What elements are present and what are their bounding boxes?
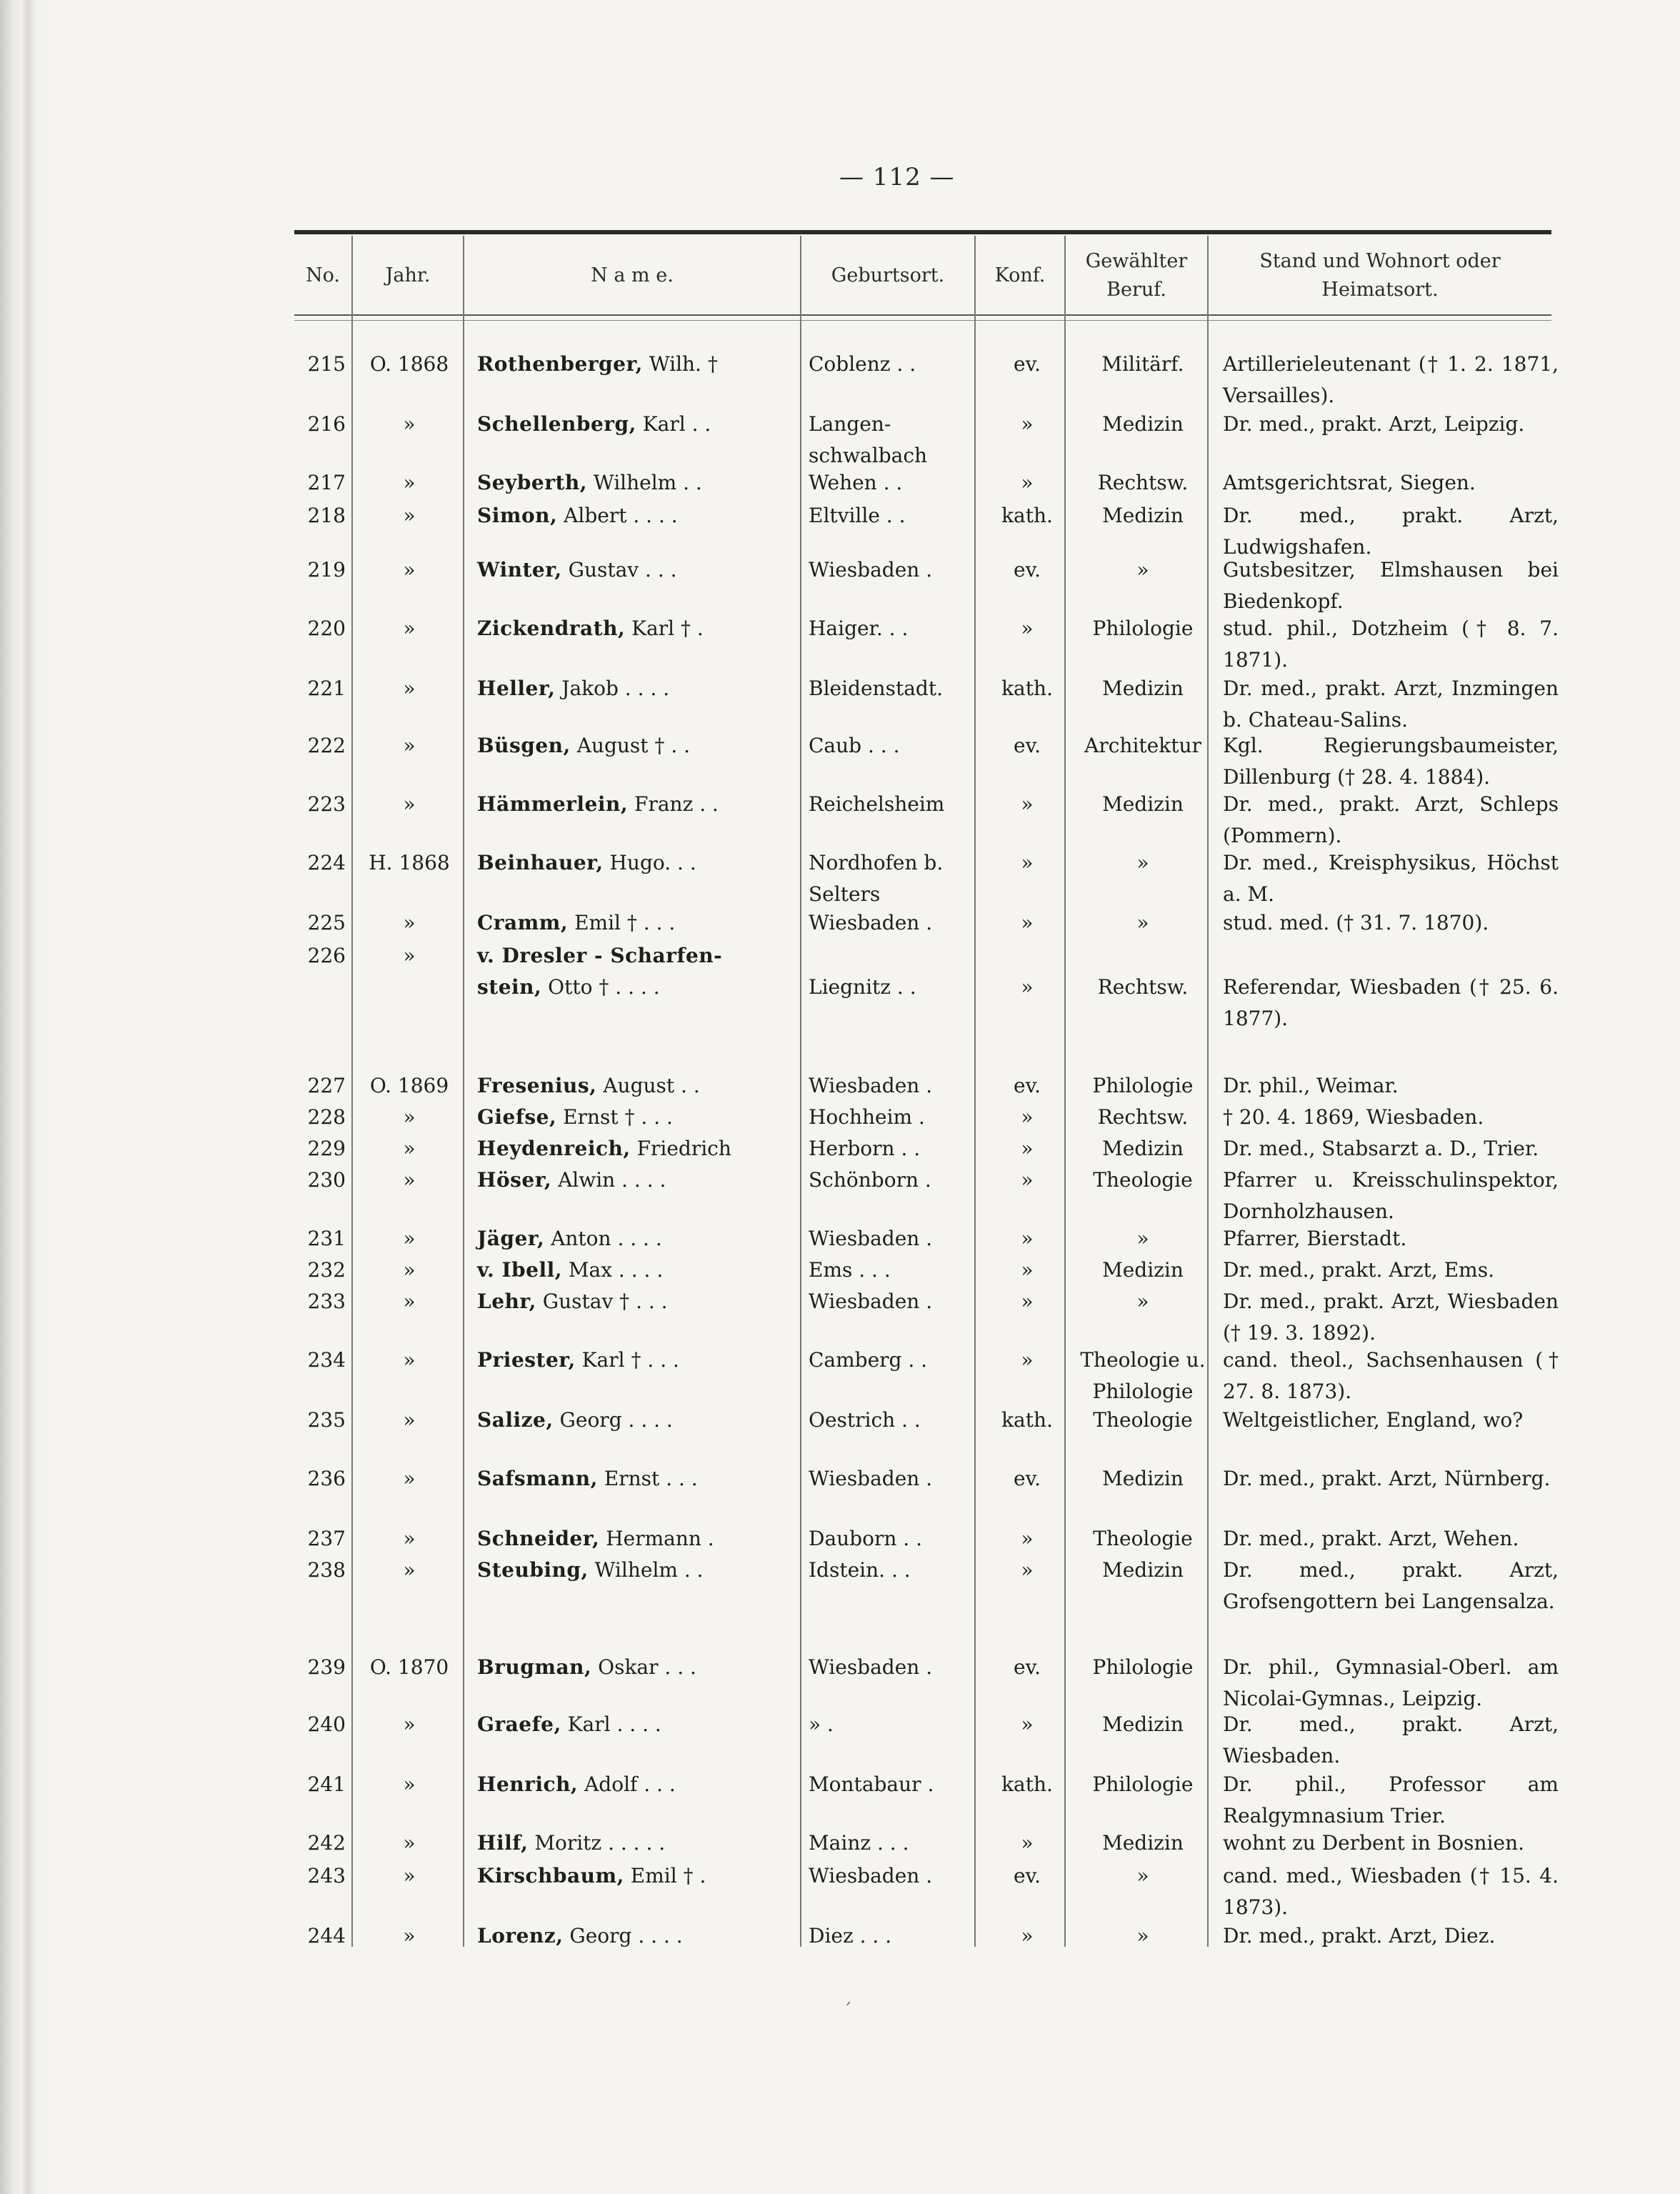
- row-residence: Dr. phil., Gymnasial-Oberl. am Nicolai-Gymnas., Leipzig.: [1223, 1655, 1559, 1710]
- row-birthplace: Camberg . .: [809, 1348, 928, 1372]
- row-year: »: [403, 1467, 416, 1490]
- row-given-name: August . .: [603, 1074, 700, 1097]
- row-birthplace: Wiesbaden .: [809, 1655, 933, 1679]
- row-number: 218: [307, 504, 346, 527]
- row-year: »: [403, 412, 416, 436]
- row-confession: »: [1021, 851, 1034, 874]
- row-year: »: [403, 734, 416, 757]
- row-profession: Theologie: [1093, 1408, 1193, 1432]
- header-rule-thin: [294, 320, 1551, 321]
- row-profession: Theologie u. Philologie: [1080, 1348, 1206, 1403]
- row-year: »: [403, 1168, 416, 1192]
- row-year: »: [403, 1290, 416, 1313]
- column-divider: [463, 236, 464, 1947]
- row-residence: Dr. med., prakt. Arzt, Leipzig.: [1223, 412, 1525, 436]
- row-given-name: Friedrich: [636, 1137, 731, 1160]
- row-year: »: [403, 1712, 416, 1736]
- row-given-name: Georg . . . .: [569, 1924, 683, 1948]
- row-surname: Graefe,: [477, 1712, 561, 1736]
- row-given-name: Hermann .: [606, 1527, 714, 1550]
- row-name: [477, 1920, 763, 1952]
- row-profession: Medizin: [1102, 677, 1184, 700]
- row-year: »: [403, 911, 416, 934]
- row-surname: Zickendrath,: [477, 617, 626, 640]
- row-residence: cand. med., Wiesbaden († 15. 4. 1873).: [1223, 1864, 1559, 1919]
- row-residence: Dr. med., prakt. Arzt, Ludwigshafen.: [1223, 504, 1559, 559]
- row-surname: Giefse,: [477, 1105, 557, 1129]
- row-birthplace: Schönborn .: [809, 1168, 931, 1192]
- row-name: [477, 613, 763, 644]
- row-profession: »: [1136, 1924, 1149, 1948]
- row-number: 215: [307, 352, 346, 376]
- row-year: »: [403, 1527, 416, 1550]
- row-residence: stud. med. († 31. 7. 1870).: [1223, 911, 1489, 934]
- row-birthplace: Eltville . .: [809, 504, 906, 527]
- row-birthplace: Haiger. . .: [809, 617, 909, 640]
- row-profession: Theologie: [1093, 1168, 1193, 1192]
- row-profession: Philologie: [1092, 1074, 1194, 1097]
- row-year: »: [403, 1348, 416, 1372]
- row-birthplace: Coblenz . .: [809, 352, 916, 376]
- row-year: »: [403, 1227, 416, 1250]
- row-year: »: [403, 792, 416, 816]
- row-given-name: Hugo. . .: [609, 851, 696, 874]
- row-residence: Dr. med., Kreisphysikus, Höchst a. M.: [1223, 851, 1559, 906]
- row-residence: wohnt zu Derbent in Bosnien.: [1223, 1831, 1524, 1855]
- stray-mark: ´: [843, 2000, 852, 2022]
- row-confession: ev.: [1014, 352, 1041, 376]
- row-profession: »: [1136, 1227, 1149, 1250]
- row-profession: »: [1136, 911, 1149, 934]
- row-profession: Rechtsw.: [1097, 1105, 1189, 1129]
- row-year: H. 1868: [369, 851, 450, 874]
- row-name: [477, 940, 777, 1003]
- row-given-name: Gustav † . . .: [542, 1290, 668, 1313]
- row-number: 225: [307, 911, 346, 934]
- row-confession: »: [1021, 1168, 1034, 1192]
- row-name: [477, 1523, 763, 1555]
- row-birthplace: Oestrich . .: [809, 1408, 921, 1432]
- row-confession: »: [1021, 1831, 1034, 1855]
- row-birthplace: Langen-schwalbach: [809, 412, 928, 467]
- row-year: O. 1870: [369, 1655, 449, 1679]
- row-given-name: Wilh. †: [649, 352, 718, 376]
- row-surname: Höser,: [477, 1168, 552, 1192]
- row-surname: Lorenz,: [477, 1924, 564, 1948]
- row-surname: Lehr,: [477, 1290, 536, 1313]
- column-divider: [800, 236, 801, 1947]
- row-year: »: [403, 1772, 416, 1796]
- row-residence: Dr. med., prakt. Arzt, Ems.: [1223, 1258, 1494, 1282]
- row-confession: »: [1021, 1348, 1034, 1372]
- row-confession: »: [1021, 975, 1034, 999]
- row-profession: Rechtsw.: [1097, 471, 1189, 494]
- row-confession: ev.: [1014, 734, 1041, 757]
- row-name: [477, 1860, 763, 1892]
- row-confession: »: [1021, 911, 1034, 934]
- row-birthplace: Wiesbaden .: [809, 1864, 933, 1888]
- row-name: [477, 1102, 763, 1133]
- row-given-name: Emil † .: [630, 1864, 706, 1888]
- row-surname: Beinhauer,: [477, 851, 604, 874]
- row-profession: Philologie: [1092, 1655, 1194, 1679]
- row-profession: Rechtsw.: [1097, 975, 1189, 999]
- row-given-name: Max . . . .: [568, 1258, 664, 1282]
- column-divider: [351, 236, 353, 1947]
- row-number: 236: [307, 1467, 346, 1490]
- row-birthplace: Hochheim .: [809, 1105, 925, 1129]
- row-number: 217: [307, 471, 346, 494]
- row-residence: Kgl. Regierungsbaumeister, Dillenburg († 28. 4. 1884).: [1223, 734, 1559, 789]
- row-birthplace: Diez . . .: [809, 1924, 892, 1948]
- table-top-rule: [294, 230, 1551, 234]
- row-birthplace: Wiesbaden .: [809, 1074, 933, 1097]
- row-profession: Theologie: [1093, 1527, 1193, 1550]
- row-residence: † 20. 4. 1869, Wiesbaden.: [1223, 1105, 1484, 1129]
- row-confession: »: [1021, 1290, 1034, 1313]
- row-confession: »: [1021, 412, 1034, 436]
- row-profession: Medizin: [1102, 1258, 1184, 1282]
- row-profession: Medizin: [1102, 504, 1184, 527]
- row-given-name: Jakob . . . .: [561, 677, 670, 700]
- row-given-name: August † . .: [576, 734, 691, 757]
- row-surname: Heydenreich,: [477, 1137, 631, 1160]
- row-number: 226: [307, 944, 346, 967]
- row-profession: Medizin: [1102, 412, 1184, 436]
- row-name: [477, 1345, 763, 1376]
- row-name: [477, 789, 763, 820]
- row-year: »: [403, 1864, 416, 1888]
- row-surname: v. Ibell,: [477, 1258, 562, 1282]
- row-year: »: [403, 944, 416, 967]
- row-confession: kath.: [1001, 1772, 1053, 1796]
- row-confession: »: [1021, 792, 1034, 816]
- row-year: »: [403, 617, 416, 640]
- row-surname: Safsmann,: [477, 1467, 598, 1490]
- row-profession: Medizin: [1102, 1831, 1184, 1855]
- row-given-name: Oskar . . .: [598, 1655, 696, 1679]
- column-divider: [1207, 236, 1209, 1947]
- row-residence: Pfarrer u. Kreisschulinspektor, Dornholzhausen.: [1223, 1168, 1559, 1223]
- row-number: 223: [307, 792, 346, 816]
- row-surname: Winter,: [477, 558, 562, 582]
- row-given-name: Karl . . . .: [567, 1712, 661, 1736]
- row-residence: Weltgeistlicher, England, wo?: [1223, 1408, 1524, 1432]
- row-profession: Medizin: [1102, 1467, 1184, 1490]
- row-birthplace: Wiesbaden .: [809, 558, 933, 582]
- row-confession: ev.: [1014, 1655, 1041, 1679]
- row-birthplace: Reichelsheim: [809, 792, 945, 816]
- row-number: 227: [307, 1074, 346, 1097]
- row-number: 241: [307, 1772, 346, 1796]
- row-number: 229: [307, 1137, 346, 1160]
- row-profession: »: [1136, 558, 1149, 582]
- row-name: [477, 467, 763, 499]
- row-residence: Dr. med., prakt. Arzt, Diez.: [1223, 1924, 1496, 1948]
- row-profession: Philologie: [1092, 617, 1194, 640]
- row-given-name: Georg . . . .: [559, 1408, 673, 1432]
- row-confession: kath.: [1001, 677, 1053, 700]
- row-confession: »: [1021, 1924, 1034, 1948]
- row-number: 233: [307, 1290, 346, 1313]
- row-surname: Büsgen,: [477, 734, 571, 757]
- row-number: 221: [307, 677, 346, 700]
- row-residence: Dr. med., prakt. Arzt, Wehen.: [1223, 1527, 1519, 1550]
- row-name: [477, 673, 763, 704]
- header-stand: Stand und Wohnort oder Heimatsort.: [1259, 250, 1501, 301]
- row-birthplace: Ems . . .: [809, 1258, 891, 1282]
- row-residence: Artillerieleutenant († 1. 2. 1871, Versailles).: [1223, 352, 1559, 407]
- row-given-name: Otto † . . . .: [548, 975, 660, 999]
- row-profession: »: [1136, 1290, 1149, 1313]
- row-profession: Medizin: [1102, 1137, 1184, 1160]
- row-number: 243: [307, 1864, 346, 1888]
- row-name: [477, 349, 763, 380]
- row-birthplace: Wiesbaden .: [809, 1467, 933, 1490]
- row-surname: Priester,: [477, 1348, 576, 1372]
- row-number: 239: [307, 1655, 346, 1679]
- row-year: »: [403, 558, 416, 582]
- row-name: [477, 1827, 763, 1859]
- row-birthplace: Idstein. . .: [809, 1558, 911, 1582]
- row-number: 228: [307, 1105, 346, 1129]
- row-confession: kath.: [1001, 504, 1053, 527]
- row-number: 219: [307, 558, 346, 582]
- row-number: 242: [307, 1831, 346, 1855]
- row-residence: Gutsbesitzer, Elmshausen bei Biedenkopf.: [1223, 558, 1559, 613]
- row-name: [477, 500, 763, 532]
- row-year: »: [403, 1831, 416, 1855]
- row-confession: »: [1021, 1137, 1034, 1160]
- row-name: [477, 554, 763, 586]
- row-birthplace: » .: [809, 1712, 834, 1736]
- row-surname: v. Dresler - Scharfen-stein,: [477, 944, 723, 999]
- row-residence: Dr. med., Stabsarzt a. D., Trier.: [1223, 1137, 1539, 1160]
- row-birthplace: Liegnitz . .: [809, 975, 916, 999]
- row-number: 230: [307, 1168, 346, 1192]
- row-residence: Pfarrer, Bierstadt.: [1223, 1227, 1407, 1250]
- row-given-name: Gustav . . .: [568, 558, 677, 582]
- row-surname: Schellenberg,: [477, 412, 636, 436]
- row-given-name: Franz . .: [634, 792, 719, 816]
- header-konf: Konf.: [994, 264, 1046, 286]
- row-residence: Dr. med., prakt. Arzt, Schleps (Pommern).: [1223, 792, 1559, 847]
- row-number: 234: [307, 1348, 346, 1372]
- row-number: 235: [307, 1408, 346, 1432]
- row-confession: »: [1021, 1258, 1034, 1282]
- row-residence: cand. theol., Sachsenhausen († 27. 8. 1873).: [1223, 1348, 1559, 1403]
- row-surname: Jäger,: [477, 1227, 545, 1250]
- row-given-name: Albert . . . .: [564, 504, 678, 527]
- row-year: O. 1869: [369, 1074, 449, 1097]
- row-profession: Medizin: [1102, 792, 1184, 816]
- row-number: 220: [307, 617, 346, 640]
- row-birthplace: Dauborn . .: [809, 1527, 922, 1550]
- row-birthplace: Bleidenstadt.: [809, 677, 943, 700]
- header-geburtsort: Geburtsort.: [831, 264, 945, 286]
- header-no: No.: [306, 264, 340, 286]
- row-name: [477, 1709, 763, 1740]
- row-name: [477, 1223, 763, 1255]
- row-given-name: Adolf . . .: [584, 1772, 676, 1796]
- row-profession: Medizin: [1102, 1558, 1184, 1582]
- header-rule: [294, 314, 1551, 316]
- row-birthplace: Caub . . .: [809, 734, 900, 757]
- column-divider: [974, 236, 976, 1947]
- row-number: 238: [307, 1558, 346, 1582]
- row-name: [477, 907, 763, 939]
- row-year: »: [403, 1924, 416, 1948]
- row-year: O. 1868: [369, 352, 449, 376]
- row-residence: Dr. med., prakt. Arzt, Wiesbaden.: [1223, 1712, 1559, 1767]
- row-surname: Heller,: [477, 677, 556, 700]
- row-given-name: Emil † . . .: [574, 911, 676, 934]
- row-surname: Cramm,: [477, 911, 569, 934]
- row-confession: »: [1021, 1558, 1034, 1582]
- row-confession: ev.: [1014, 1864, 1041, 1888]
- row-residence: Amtsgerichtsrat, Siegen.: [1223, 471, 1476, 494]
- row-confession: ev.: [1014, 1074, 1041, 1097]
- row-given-name: Wilhelm . .: [593, 471, 702, 494]
- row-name: [477, 409, 763, 440]
- row-birthplace: Montabaur .: [809, 1772, 934, 1796]
- book-spine-shadow: [0, 0, 50, 2194]
- row-name: [477, 730, 763, 762]
- header-beruf: Gewählter Beruf.: [1085, 250, 1188, 301]
- row-name: [477, 1652, 763, 1683]
- row-profession: »: [1136, 1864, 1149, 1888]
- row-given-name: Ernst . . .: [604, 1467, 698, 1490]
- row-year: »: [403, 1558, 416, 1582]
- row-confession: »: [1021, 617, 1034, 640]
- row-year: »: [403, 471, 416, 494]
- row-surname: Brugman,: [477, 1655, 592, 1679]
- row-name: [477, 1165, 763, 1196]
- row-birthplace: Mainz . . .: [809, 1831, 909, 1855]
- row-given-name: Ernst † . . .: [563, 1105, 673, 1129]
- row-given-name: Anton . . . .: [551, 1227, 662, 1250]
- row-name: [477, 1555, 763, 1586]
- row-surname: Seyberth,: [477, 471, 587, 494]
- row-given-name: Wilhelm . .: [594, 1558, 704, 1582]
- row-number: 231: [307, 1227, 346, 1250]
- row-number: 232: [307, 1258, 346, 1282]
- row-confession: »: [1021, 1227, 1034, 1250]
- row-confession: »: [1021, 471, 1034, 494]
- row-confession: »: [1021, 1712, 1034, 1736]
- row-residence: Dr. phil., Weimar.: [1223, 1074, 1399, 1097]
- row-given-name: Karl . .: [642, 412, 711, 436]
- row-given-name: Karl † . . .: [581, 1348, 679, 1372]
- row-profession: Medizin: [1102, 1712, 1184, 1736]
- page-number: — 112 —: [839, 163, 955, 191]
- row-number: 222: [307, 734, 346, 757]
- row-surname: Henrich,: [477, 1772, 579, 1796]
- row-confession: »: [1021, 1527, 1034, 1550]
- row-name: [477, 1070, 763, 1102]
- row-name: [477, 1769, 763, 1800]
- row-number: 224: [307, 851, 346, 874]
- row-year: »: [403, 504, 416, 527]
- row-year: »: [403, 1105, 416, 1129]
- row-number: 237: [307, 1527, 346, 1550]
- row-birthplace: Wiesbaden .: [809, 1227, 933, 1250]
- row-residence: Dr. med., prakt. Arzt, Wiesbaden († 19. 3. 1892).: [1223, 1290, 1559, 1345]
- row-name: [477, 1405, 763, 1436]
- row-confession: ev.: [1014, 1467, 1041, 1490]
- row-confession: kath.: [1001, 1408, 1053, 1432]
- row-number: 244: [307, 1924, 346, 1948]
- row-number: 240: [307, 1712, 346, 1736]
- row-number: 216: [307, 412, 346, 436]
- row-residence: Dr. med., prakt. Arzt, Inzmingen b. Chateau-Salins.: [1223, 677, 1559, 732]
- row-confession: ev.: [1014, 558, 1041, 582]
- header-jahr: Jahr.: [385, 264, 431, 286]
- row-surname: Steubing,: [477, 1558, 589, 1582]
- row-surname: Simon,: [477, 504, 558, 527]
- row-residence: stud. phil., Dotzheim († 8. 7. 1871).: [1223, 617, 1559, 672]
- row-name: [477, 1255, 763, 1286]
- row-profession: Architektur: [1084, 734, 1201, 757]
- row-birthplace: Wehen . .: [809, 471, 903, 494]
- row-residence: Dr. med., prakt. Arzt, Grofsengottern bei Langensalza.: [1223, 1558, 1559, 1613]
- row-year: »: [403, 677, 416, 700]
- row-confession: »: [1021, 1105, 1034, 1129]
- row-profession: Militärf.: [1101, 352, 1184, 376]
- row-name: [477, 1133, 763, 1165]
- row-year: »: [403, 1408, 416, 1432]
- row-given-name: Alwin . . . .: [558, 1168, 666, 1192]
- row-birthplace: Herborn . .: [809, 1137, 921, 1160]
- row-profession: Philologie: [1092, 1772, 1194, 1796]
- row-surname: Salize,: [477, 1408, 554, 1432]
- row-given-name: Karl † .: [631, 617, 704, 640]
- row-name: [477, 847, 763, 879]
- row-surname: Kirschbaum,: [477, 1864, 624, 1888]
- row-name: [477, 1286, 763, 1317]
- row-name: [477, 1463, 763, 1495]
- header-name: N a m e.: [591, 264, 674, 286]
- row-residence: Dr. phil., Professor am Realgymnasium Trier.: [1223, 1772, 1559, 1827]
- row-birthplace: Wiesbaden .: [809, 1290, 933, 1313]
- row-surname: Rothenberger,: [477, 352, 643, 376]
- row-birthplace: Nordhofen b. Selters: [809, 851, 944, 906]
- row-residence: Referendar, Wiesbaden († 25. 6. 1877).: [1223, 975, 1559, 1030]
- row-profession: »: [1136, 851, 1149, 874]
- row-year: »: [403, 1137, 416, 1160]
- row-residence: Dr. med., prakt. Arzt, Nürnberg.: [1223, 1467, 1551, 1490]
- row-surname: Hämmerlein,: [477, 792, 629, 816]
- row-surname: Schneider,: [477, 1527, 600, 1550]
- row-birthplace: Wiesbaden .: [809, 911, 933, 934]
- row-given-name: Moritz . . . . .: [534, 1831, 666, 1855]
- row-surname: Fresenius,: [477, 1074, 597, 1097]
- row-year: »: [403, 1258, 416, 1282]
- row-surname: Hilf,: [477, 1831, 529, 1855]
